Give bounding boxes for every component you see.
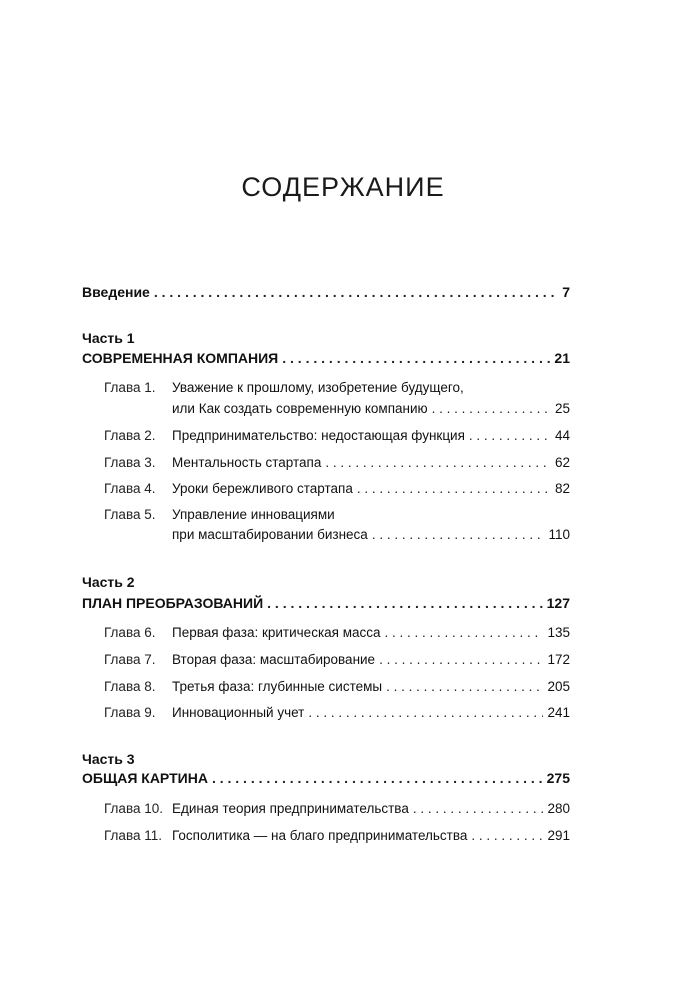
chapter-label: Глава 11. — [104, 828, 162, 843]
part-label: Часть 1 — [82, 330, 135, 346]
chapter-label: Глава 2. — [104, 428, 156, 443]
chapter-label: Глава 3. — [104, 455, 156, 470]
chapter-label: Глава 6. — [104, 625, 156, 640]
dot-leader — [471, 826, 543, 846]
chapter-label: Глава 1. — [104, 380, 156, 395]
part-label: Часть 3 — [82, 751, 135, 767]
toc-entry-chapter-2[interactable] — [82, 426, 570, 446]
dot-leader — [267, 593, 543, 613]
entry-title: Введение — [82, 284, 150, 300]
dot-leader — [372, 525, 545, 545]
toc-entry-chapter-1[interactable] — [82, 378, 570, 398]
dot-leader — [469, 426, 551, 446]
toc-entry-part-2[interactable] — [82, 593, 570, 613]
toc-entry-chapter-6[interactable] — [82, 623, 570, 643]
chapter-title: Уроки бережливого стартапа — [172, 481, 353, 496]
toc-entry-part-1[interactable] — [82, 348, 570, 368]
page-number: 205 — [547, 679, 570, 694]
page-number: 21 — [554, 350, 570, 366]
part-label: Часть 2 — [82, 574, 135, 590]
chapter-label: Глава 4. — [104, 481, 156, 496]
page-number: 25 — [554, 401, 570, 416]
page-number: 7 — [562, 284, 570, 300]
page-title: СОДЕРЖАНИЕ — [241, 172, 445, 202]
toc-entry-chapter-10[interactable] — [82, 799, 570, 819]
toc-entry-chapter-11[interactable] — [82, 826, 570, 846]
chapter-label: Глава 8. — [104, 679, 156, 694]
page-number: 241 — [547, 705, 570, 720]
chapter-title: Вторая фаза: масштабирование — [172, 652, 376, 667]
toc-entry-introduction[interactable] — [82, 282, 570, 302]
chapter-label: Глава 7. — [104, 652, 156, 667]
toc-entry-chapter-4[interactable] — [82, 479, 570, 499]
toc-entry-chapter-1-continued[interactable] — [82, 399, 570, 419]
part-title: ОБЩАЯ КАРТИНА — [82, 770, 208, 786]
part-title: СОВРЕМЕННАЯ КОМПАНИЯ — [82, 350, 279, 366]
page-number: 127 — [546, 595, 570, 611]
toc-entry-chapter-8[interactable] — [82, 677, 570, 697]
chapter-title: Третья фаза: глубинные системы — [172, 679, 383, 694]
page-number: 62 — [554, 455, 570, 470]
dot-leader — [379, 650, 543, 670]
dot-leader — [154, 282, 558, 302]
chapter-title: Госполитика — на благо предпринимательства — [172, 828, 468, 843]
dot-leader — [325, 453, 551, 473]
page-number: 280 — [547, 801, 570, 816]
chapter-title: Предпринимательство: недостающая функция — [172, 428, 465, 443]
chapter-title: Первая фаза: критическая масса — [172, 625, 381, 640]
toc-entry-chapter-3[interactable] — [82, 453, 570, 473]
chapter-label: Глава 9. — [104, 705, 156, 720]
dot-leader — [413, 799, 544, 819]
page-number: 82 — [554, 481, 570, 496]
toc-entry-chapter-5-continued[interactable] — [82, 525, 570, 545]
chapter-title: Уважение к прошлому, изобретение будущего, — [172, 380, 464, 395]
toc-entry-chapter-5[interactable] — [82, 505, 570, 525]
page-number: 291 — [547, 828, 570, 843]
chapter-title: Инновационный учет — [172, 705, 305, 720]
dot-leader — [357, 479, 551, 499]
dot-leader — [308, 703, 543, 723]
chapter-title: при масштабировании бизнеса — [172, 527, 368, 542]
dot-leader — [212, 768, 543, 788]
chapter-title: или Как создать современную компанию — [172, 401, 428, 416]
toc-entry-chapter-9[interactable] — [82, 703, 570, 723]
page-number: 275 — [546, 770, 570, 786]
chapter-label: Глава 10. — [104, 801, 163, 816]
page-number: 44 — [554, 428, 570, 443]
dot-leader — [385, 623, 544, 643]
page-number: 135 — [547, 625, 570, 640]
dot-leader — [282, 348, 550, 368]
chapter-title: Единая теория предпринимательства — [172, 801, 409, 816]
part-title: ПЛАН ПРЕОБРАЗОВАНИЙ — [82, 595, 264, 611]
toc-entry-part-3[interactable] — [82, 768, 570, 788]
page-number: 172 — [547, 652, 570, 667]
chapter-label: Глава 5. — [104, 507, 156, 522]
page-number: 110 — [548, 527, 570, 542]
chapter-title: Управление инновациями — [172, 507, 335, 522]
toc-entry-chapter-7[interactable] — [82, 650, 570, 670]
dot-leader — [432, 399, 551, 419]
chapter-title: Ментальность стартапа — [172, 455, 322, 470]
dot-leader — [386, 677, 543, 697]
